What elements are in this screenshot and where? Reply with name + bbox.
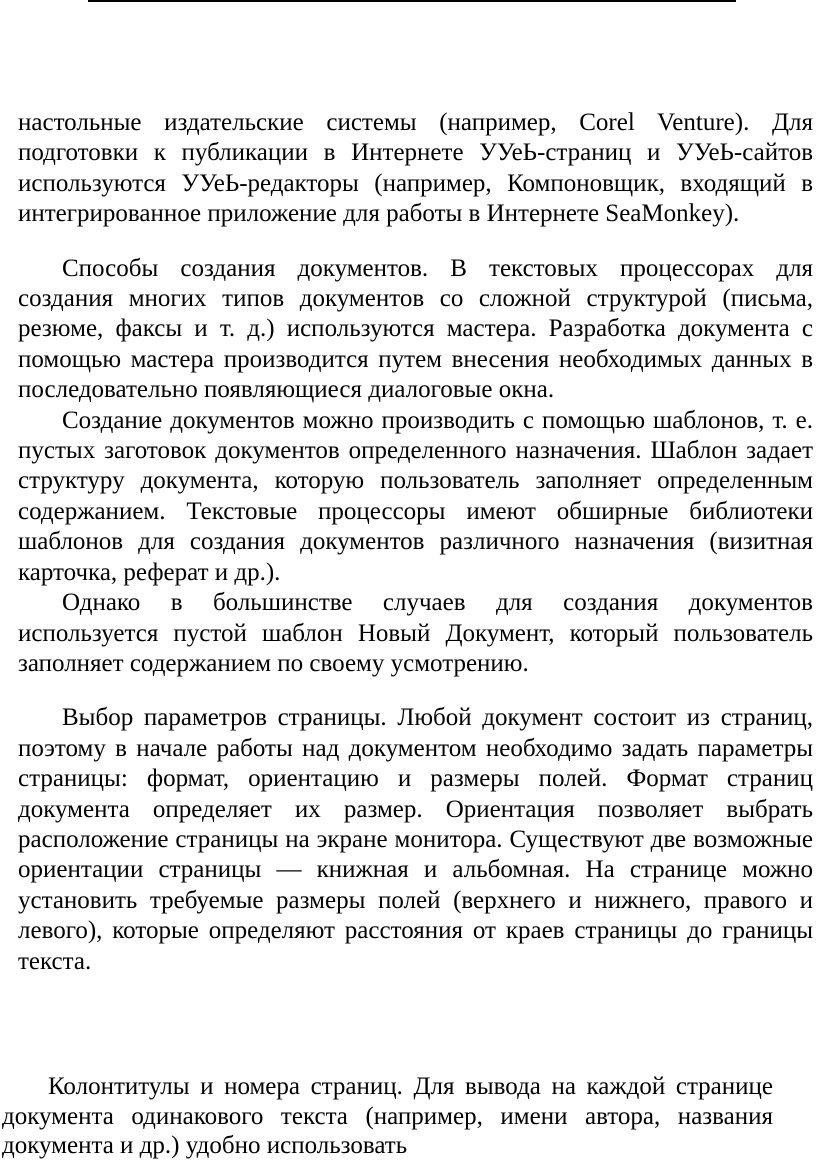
paragraph-document-creation-methods: Способы создания документов. В текстовых процессорах для создания многих типов документов со сложной структурой (письма, резюме, факсы и т. д.) используются мастера. Разработка документа с помощью мастера производится путем внесения необходимых данных в последовательно появляющиеся диалоговые окна. — [18, 254, 813, 404]
paragraph-continuation: настольные издательские системы (например, Corel Venture). Для подготовки к публикации в Интернете УУеЬ-страниц и УУеЬ-сайтов используются УУеЬ-редакторы (например, Компоновщик, входящий в интегрированное приложение для работы в Интернете SeaMonkey). — [18, 109, 813, 228]
top-rule — [88, 0, 736, 2]
paragraph-templates: Создание документов можно производить с помощью шаблонов, т. е. пустых заготовок документов определенного назначения. Шаблон задает структуру документа, которую пользователь заполняет определенным содержанием. Текстовые процессоры имеют обширные библиотеки шаблонов для создания документов различного назначения (визитная карточка, реферат и др.). — [18, 406, 813, 586]
footer-text-block — [2, 1072, 773, 1161]
document-body — [18, 108, 813, 977]
paragraph-headers-page-numbers: Колонтитулы и номера страниц. Для вывода на каждой странице документа одинакового текста (например, имени автора, названия документа и др.) удобно использовать — [2, 1073, 773, 1160]
paragraph-page-parameters: Выбор параметров страницы. Любой документ состоит из страниц, поэтому в начале работы над документом необходимо задать параметры страницы: формат, ориентацию и размеры полей. Формат страниц документа определяет их размер. Ориентация позволяет выбрать расположение страницы на экране монитора. Существуют две возможные ориентации страницы — книжная и альбомная. На странице можно установить требуемые размеры полей (верхнего и нижнего, правого и левого), которые определяют расстояния от краев страницы до границы текста. — [18, 704, 813, 975]
paragraph-blank-template: Однако в большинстве случаев для создания документов используется пустой шаблон Новый Документ, который пользователь заполняет содержанием по своему усмотрению. — [18, 589, 813, 677]
